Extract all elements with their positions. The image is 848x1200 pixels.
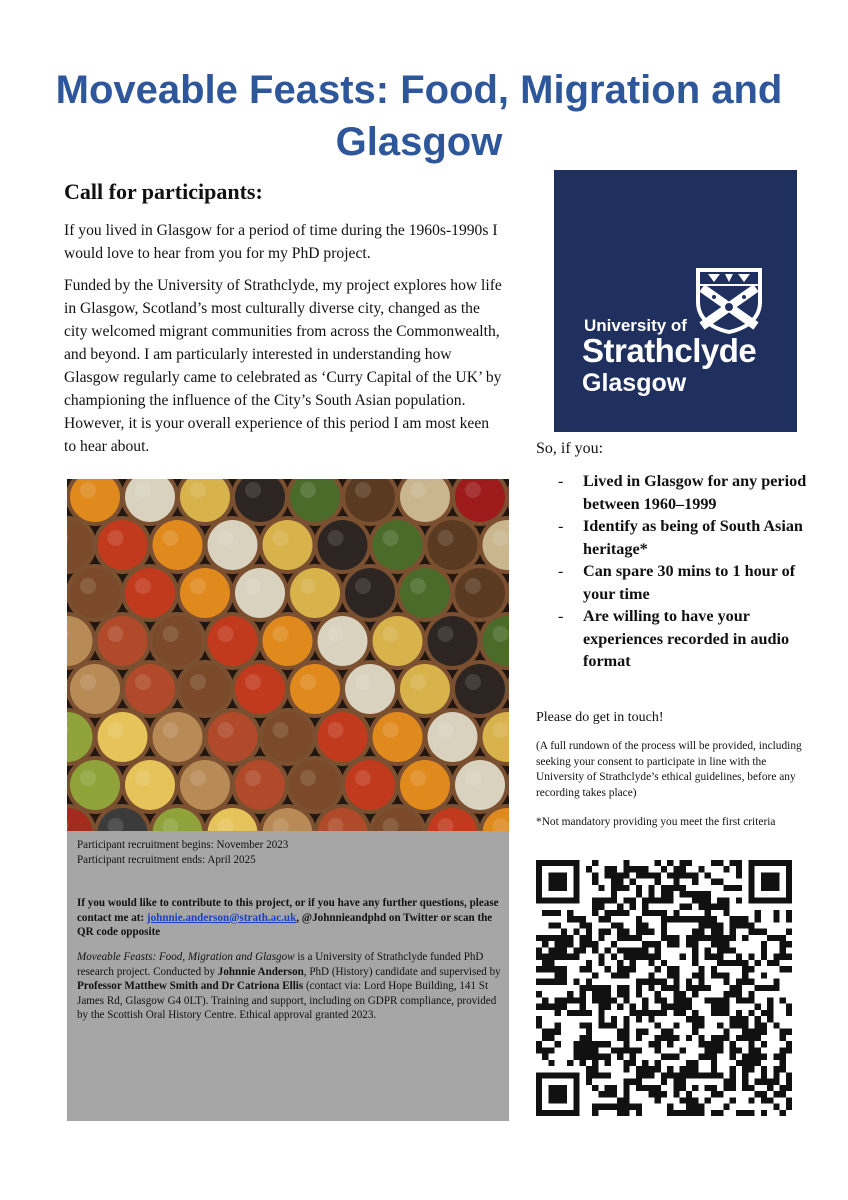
get-in-touch-text: Please do get in touch! [536,710,664,725]
crest-icon [692,264,766,336]
poster-title: Moveable Feasts: Food, Migration and Glasgow [55,68,783,164]
process-rundown-note: (A full rundown of the process will be provided, including seeking your consent to participate in line with the University of Strathclyde’s ethical guidelines, before any recording takes place) [536,740,802,799]
recruitment-dates [77,838,505,867]
intro-paragraph-1: If you lived in Glasgow for a period of time during the 1960s-1990s I would love to hear from you for my PhD project. [64,222,498,262]
spice-bowls-photo [67,479,509,831]
about-text-2: , PhD (History) candidate and supervised by [303,965,501,978]
qr-code[interactable] [536,860,792,1116]
criteria-item: - Can spare 30 mins to 1 hour of your time [555,560,810,605]
criteria-item: - Lived in Glasgow for any period between 1960–1999 [555,470,810,515]
info-box [67,831,509,1121]
criteria-item: - Are willing to have your experiences recorded in audio format [555,605,810,673]
intro-paragraph-2: Funded by the University of Strathclyde, my project explores how life in Glasgow, Scotland’s most culturally diverse city, changed as the city welcomed migrant communities from across the Commonwealth, and beyond. I am particularly interested in understanding how Glasgow regularly came to celebrated as ‘Curry Capital of the UK’ by championing the influence of the City’s South Asian population. However, it is your overall experience of this period I am most keen to hear about. [64,277,502,455]
project-title-italic: Moveable Feasts: Food, Migration and Glasgow [77,951,295,963]
university-logo [554,170,797,432]
researcher-name: Johnnie Anderson [217,965,304,978]
contact-prefix: If you would like to contribute to this project, or if you have any further questions, please contact me at: [77,897,499,924]
criteria-item: - Identify as being of South Asian heritage* [555,515,810,560]
about-text-1: is a University of Strathclyde funded PhD research project. Conducted by [77,951,484,978]
email-link[interactable]: johnnie.anderson@strath.ac.uk [146,911,297,924]
logo-text-glasgow: Glasgow [582,369,687,397]
supervisors-names: Professor Matthew Smith and Dr Catriona Ellis [77,980,304,993]
about-text-3: (contact via: Lord Hope Building, 141 St James Rd, Glasgow G4 0LT). Training and support, including on GDPR compliance, provided by the Scottish Oral History Centre. Ethical approval granted 2023. [77,980,497,1022]
so-if-you-text: So, if you: [536,440,604,457]
not-mandatory-note: *Not mandatory providing you meet the first criteria [536,816,776,828]
call-for-participants-heading: Call for participants: [64,179,263,204]
recruitment-begins: Participant recruitment begins: November 2023 [77,839,289,851]
logo-text-university-of: University of [584,316,687,335]
contact-info [77,896,505,940]
contact-suffix: , @Johnnieandphd on Twitter or scan the QR code opposite [77,911,493,939]
criteria-list [555,470,810,673]
logo-text-strathclyde: Strathclyde [582,332,757,369]
project-about [77,950,505,1023]
recruitment-ends: Participant recruitment ends: April 2025 [77,853,256,866]
